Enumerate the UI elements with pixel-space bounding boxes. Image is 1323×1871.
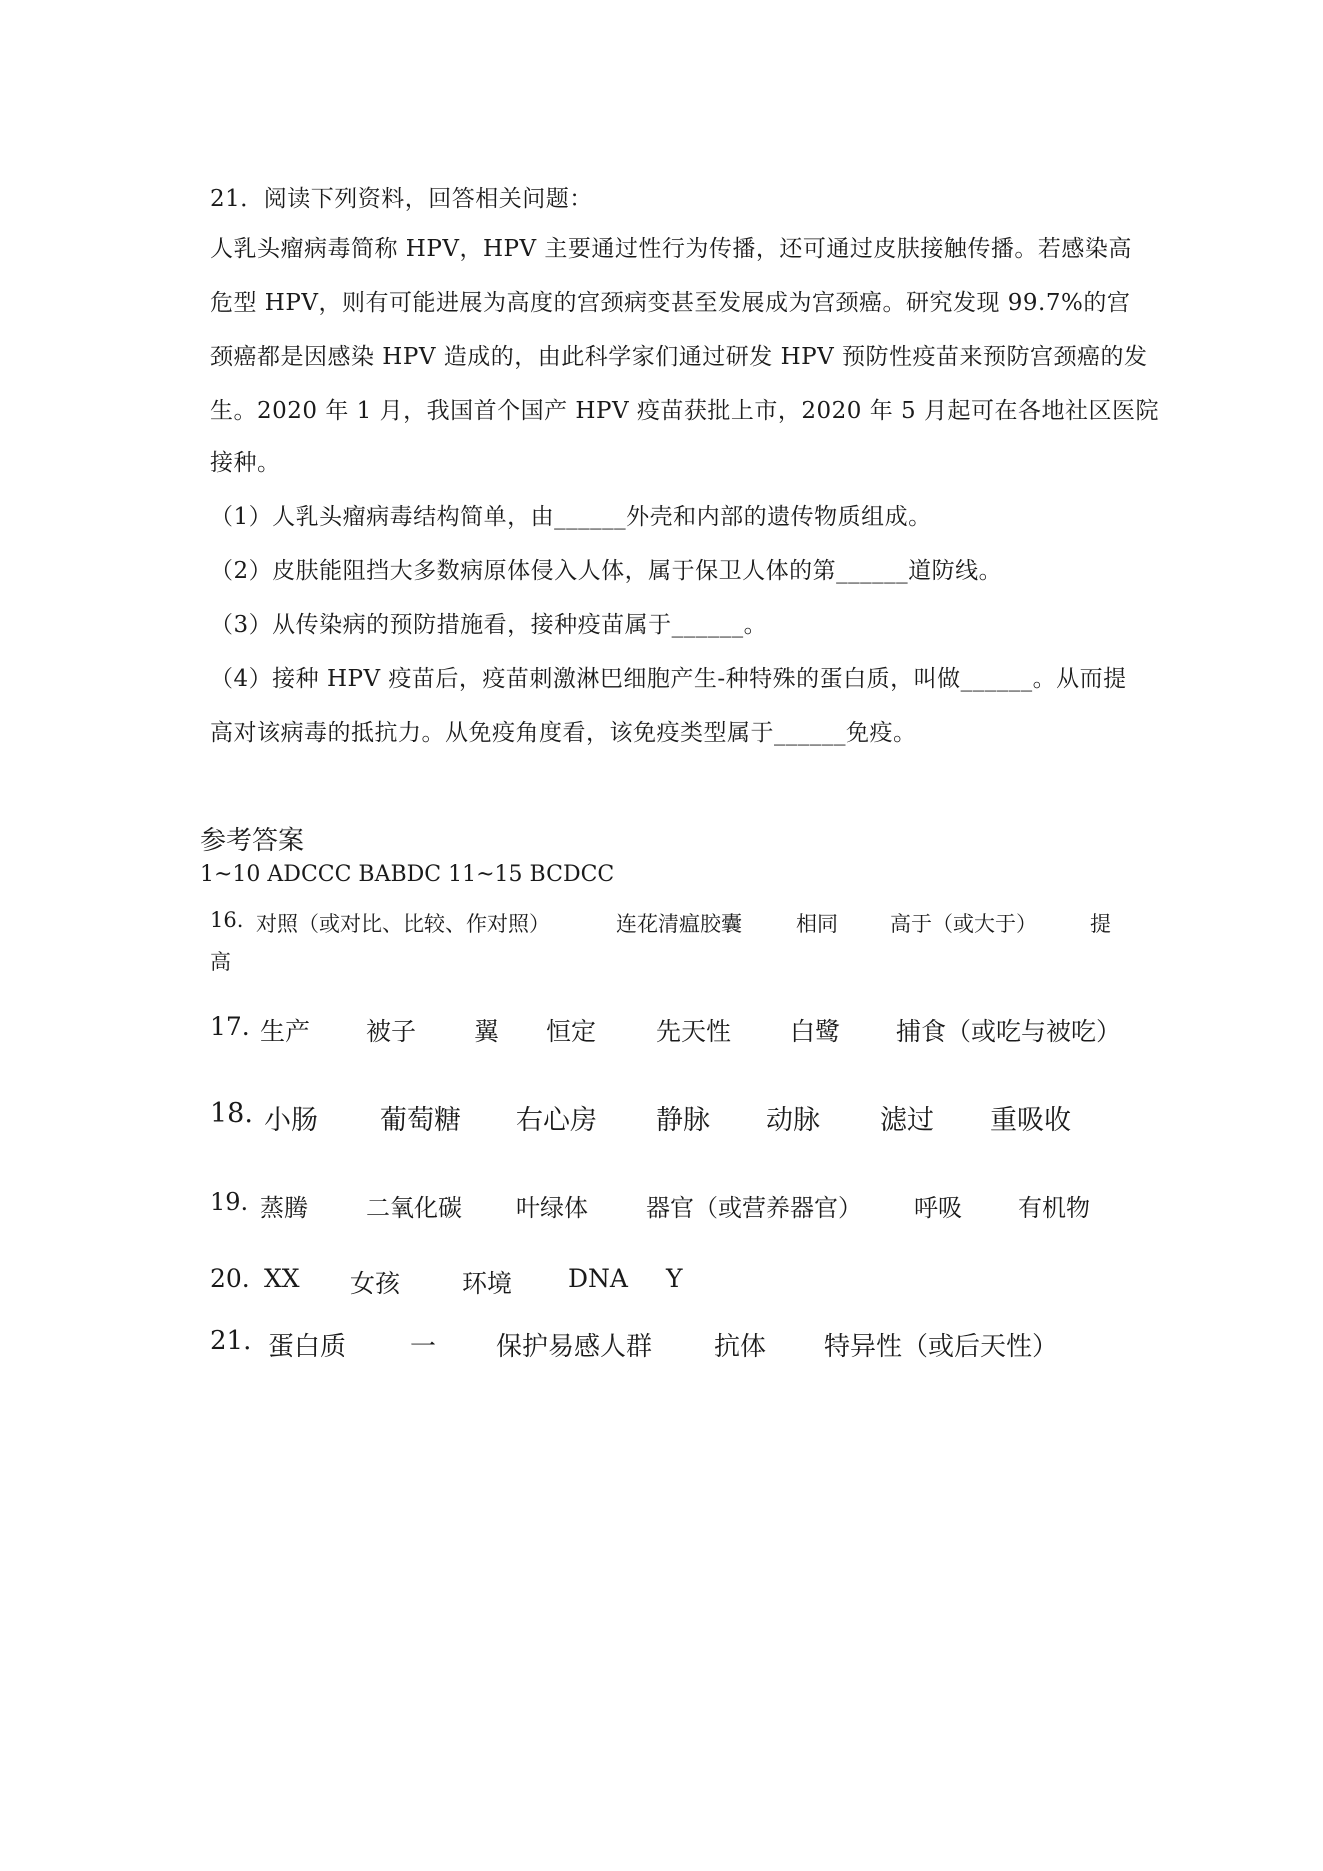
answer-number: 19. (210, 1188, 249, 1216)
answer-item: 抗体 (714, 1332, 767, 1362)
sub-question-4-cont: 高对该病毒的抵抗力。从免疫角度看，该免疫类型属于______免疫。 (210, 720, 917, 746)
question-title: 21．阅读下列资料，回答相关问题： (210, 186, 593, 212)
answer-item: 高于（或大于） (890, 912, 1037, 936)
passage-line: 接种。 (210, 450, 281, 476)
multiple-choice-answers: 1~10 ADCCC BABDC 11~15 BCDCC (200, 862, 615, 887)
answer-item: 白鹭 (790, 1017, 841, 1046)
answer-item: Y (666, 1264, 683, 1293)
answer-item: 对照（或对比、比较、作对照） (256, 912, 550, 936)
answer-item: 动脉 (766, 1105, 820, 1136)
answer-item: 恒定 (546, 1017, 597, 1046)
answer-item-wrap: 高 (210, 950, 231, 974)
sub-question-4: （4）接种 HPV 疫苗后，疫苗刺激淋巴细胞产生-种特殊的蛋白质，叫做______。从而提 (210, 666, 1127, 692)
answer-item: 连花清瘟胶囊 (616, 912, 742, 936)
answer-number: 21. (210, 1326, 252, 1356)
answer-item: 呼吸 (914, 1194, 962, 1222)
answer-item: 有机物 (1018, 1194, 1090, 1222)
answer-item: 提 (1090, 912, 1111, 936)
passage-line: 危型 HPV，则有可能进展为高度的宫颈病变甚至发展成为宫颈癌。研究发现 99.7%的宫 (210, 290, 1131, 316)
answer-item: 二氧化碳 (366, 1194, 462, 1222)
answer-item: 保护易感人群 (496, 1332, 653, 1362)
answer-key-title: 参考答案 (200, 826, 305, 856)
answer-item: 一 (410, 1332, 437, 1362)
answer-number: 17. (210, 1012, 250, 1041)
answer-item: 翼 (474, 1017, 500, 1046)
passage-line: 生。2020 年 1 月，我国首个国产 HPV 疫苗获批上市，2020 年 5 月起可在各地社区医院 (210, 398, 1159, 424)
answer-item: 滤过 (880, 1105, 934, 1136)
sub-question-1: （1）人乳头瘤病毒结构简单，由______外壳和内部的遗传物质组成。 (210, 504, 932, 530)
passage-line: 颈癌都是因感染 HPV 造成的，由此科学家们通过研发 HPV 预防性疫苗来预防宫颈癌的发 (210, 344, 1148, 370)
answer-item: 捕食（或吃与被吃） (896, 1017, 1122, 1046)
answer-item: 静脉 (656, 1105, 710, 1136)
answer-number: 18. (210, 1098, 253, 1129)
answer-item: 先天性 (656, 1017, 732, 1046)
answer-item: 小肠 (264, 1105, 318, 1136)
answer-item: 女孩 (350, 1269, 401, 1298)
sub-question-2: （2）皮肤能阻挡大多数病原体侵入人体，属于保卫人体的第______道防线。 (210, 558, 1003, 584)
answer-item: 蒸腾 (260, 1194, 308, 1222)
answer-item: 被子 (366, 1017, 417, 1046)
answer-item: 葡萄糖 (380, 1105, 461, 1136)
answer-item: 右心房 (516, 1105, 597, 1136)
answer-item: DNA (568, 1264, 628, 1293)
answer-item: 环境 (462, 1269, 513, 1298)
answer-item: 相同 (796, 912, 838, 936)
sub-question-3: （3）从传染病的预防措施看，接种疫苗属于______。 (210, 612, 768, 638)
answer-item: 器官（或营养器官） (646, 1194, 862, 1222)
answer-item: 特异性（或后天性） (824, 1332, 1059, 1362)
answer-number: 20. (210, 1264, 250, 1293)
answer-number: 16. (210, 908, 244, 932)
answer-item: 生产 (260, 1017, 311, 1046)
answer-item: XX (264, 1264, 300, 1293)
answer-item: 重吸收 (990, 1105, 1071, 1136)
passage-line: 人乳头瘤病毒简称 HPV，HPV 主要通过性行为传播，还可通过皮肤接触传播。若感染高 (210, 236, 1132, 262)
answer-item: 叶绿体 (516, 1194, 588, 1222)
answer-item: 蛋白质 (268, 1332, 347, 1362)
